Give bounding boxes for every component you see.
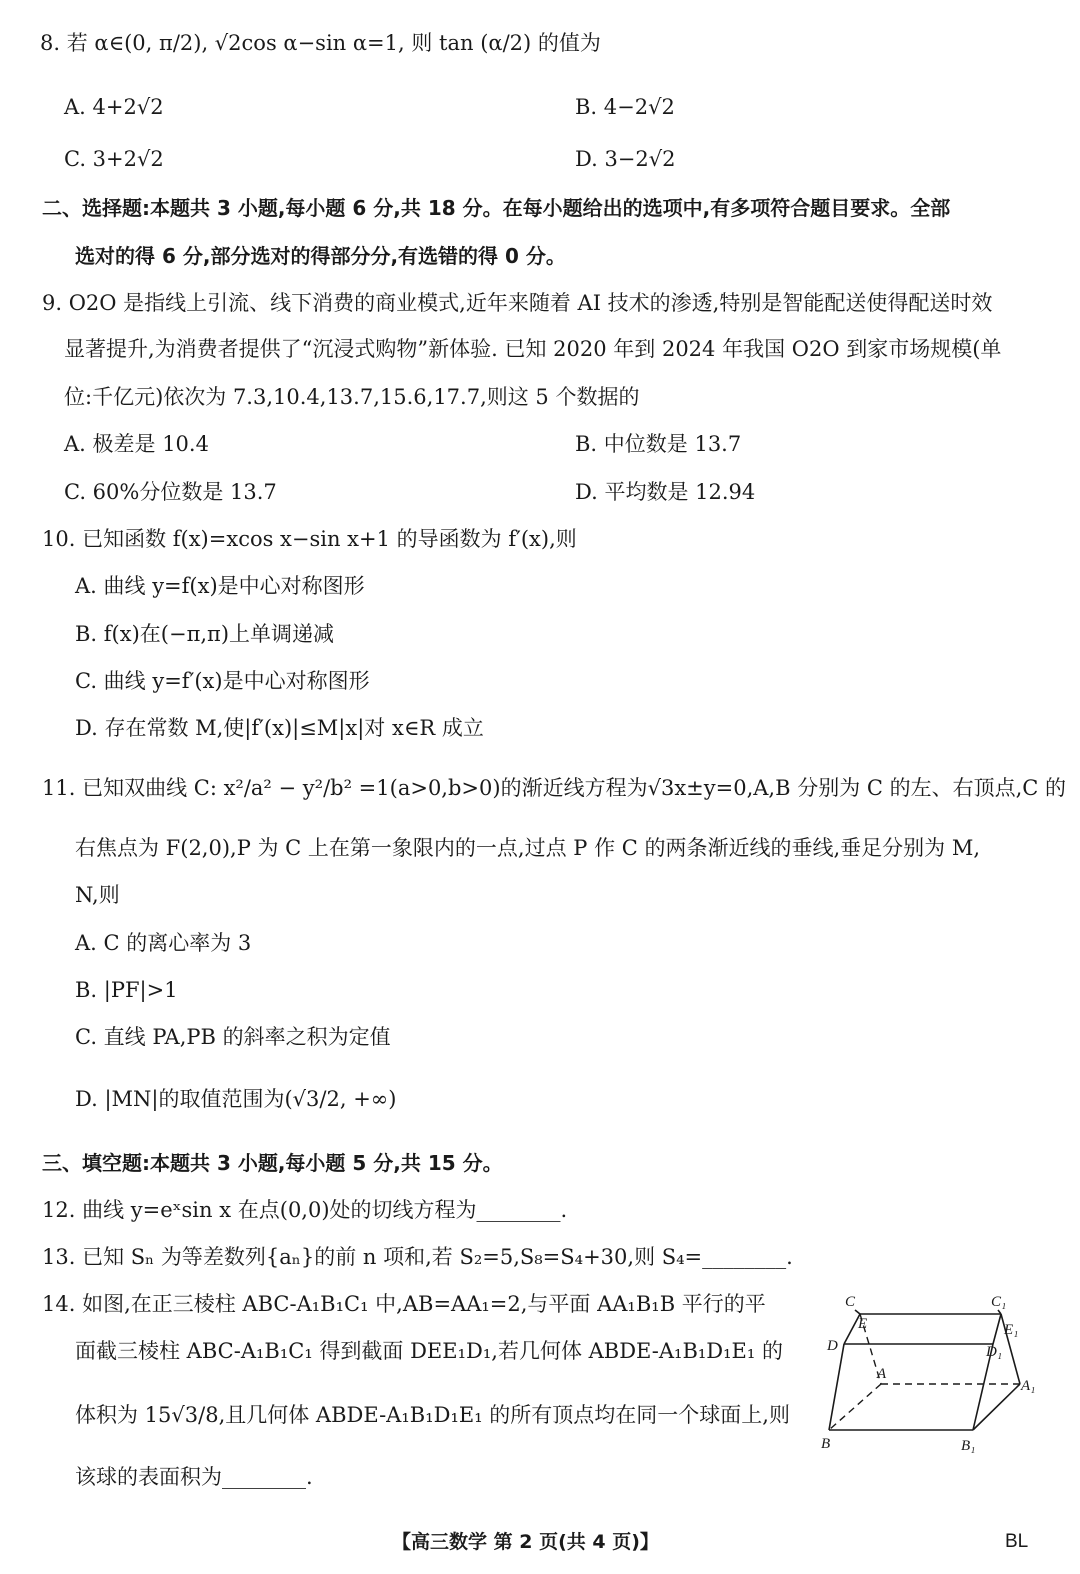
label-C: C (845, 1294, 856, 1310)
q14-line1: 14. 如图,在正三棱柱 ABC-A₁B₁C₁ 中,AB=AA₁=2,与平面 AA₁B₁B 平行的平 (42, 1292, 766, 1316)
section3-heading: 三、填空题:本题共 3 小题,每小题 5 分,共 15 分。 (42, 1151, 503, 1175)
q9-option-a: A. 极差是 10.4 (64, 432, 209, 456)
q14-line3: 体积为 15√3/8,且几何体 ABDE-A₁B₁D₁E₁ 的所有顶点均在同一个球面上,则 (75, 1403, 790, 1427)
q9-line3: 位:千亿元)依次为 7.3,10.4,13.7,15.6,17.7,则这 5 个数据的 (64, 385, 640, 409)
q8-option-b: B. 4−2√2 (575, 95, 675, 119)
q8-option-c: C. 3+2√2 (64, 147, 164, 171)
label-E1: E₁ (1004, 1322, 1019, 1338)
q14-line4: 该球的表面积为________. (75, 1465, 313, 1489)
edge-D-B (829, 1344, 844, 1430)
q11-option-b: B. |PF|>1 (75, 978, 178, 1002)
q12: 12. 曲线 y=eˣsin x 在点(0,0)处的切线方程为________. (42, 1198, 568, 1222)
label-B: B (821, 1436, 831, 1452)
label-A: A (877, 1366, 887, 1382)
prism-figure (815, 1290, 1045, 1460)
q11-line3: N,则 (75, 883, 120, 907)
q11-line1: 11. 已知双曲线 C: x²/a² − y²/b² =1(a>0,b>0)的渐近线方程为√3x±y=0,A,B 分别为 C 的左、右顶点,C 的 (42, 776, 1067, 800)
q10-stem: 10. 已知函数 f(x)=xcos x−sin x+1 的导函数为 f′(x),则 (42, 527, 577, 551)
q9-line1: 9. O2O 是指线上引流、线下消费的商业模式,近年来随着 AI 技术的渗透,特别是智能配送使得配送时效 (42, 291, 993, 315)
page-footer: 【高三数学 第 2 页(共 4 页)】 (392, 1531, 659, 1553)
q8-stem: 8. 若 α∈(0, π/2), √2cos α−sin α=1, 则 tan (α/2) 的值为 (40, 31, 601, 55)
q9-option-d: D. 平均数是 12.94 (575, 480, 756, 504)
label-B1: B₁ (961, 1438, 976, 1454)
q9-option-b: B. 中位数是 13.7 (575, 432, 742, 456)
section2-heading-line1: 二、选择题:本题共 3 小题,每小题 6 分,共 18 分。在每小题给出的选项中,有多项符合题目要求。全部 (42, 196, 951, 220)
q10-option-b: B. f(x)在(−π,π)上单调递减 (75, 622, 335, 646)
q9-option-c: C. 60%分位数是 13.7 (64, 480, 277, 504)
label-D1: D₁ (986, 1344, 1003, 1360)
q8-option-a: A. 4+2√2 (64, 95, 164, 119)
q11-option-a: A. C 的离心率为 3 (75, 931, 252, 955)
q9-line2: 显著提升,为消费者提供了“沉浸式购物”新体验. 已知 2020 年到 2024 年我国 O2O 到家市场规模(单 (64, 337, 1002, 361)
q11-option-c: C. 直线 PA,PB 的斜率之积为定值 (75, 1025, 391, 1049)
q11-line2: 右焦点为 F(2,0),P 为 C 上在第一象限内的一点,过点 P 作 C 的两条渐近线的垂线,垂足分别为 M, (75, 836, 981, 860)
edge-E1-D1 (993, 1314, 1001, 1344)
footer-code: BL (1005, 1531, 1029, 1552)
q8-option-d: D. 3−2√2 (575, 147, 676, 171)
label-C1: C₁ (991, 1294, 1007, 1310)
section2-heading-line2: 选对的得 6 分,部分选对的得部分分,有选错的得 0 分。 (75, 244, 566, 268)
edge-A-B-hidden (829, 1384, 881, 1430)
q10-option-c: C. 曲线 y=f′(x)是中心对称图形 (75, 669, 370, 693)
q11-option-d: D. |MN|的取值范围为(√3/2, +∞) (75, 1087, 397, 1111)
edge-A1-B1 (973, 1384, 1020, 1430)
label-E: E (858, 1316, 868, 1332)
label-A1: A₁ (1021, 1378, 1036, 1394)
q14-line2: 面截三棱柱 ABC-A₁B₁C₁ 得到截面 DEE₁D₁,若几何体 ABDE-A₁B₁D₁E₁ 的 (75, 1339, 783, 1363)
label-D: D (827, 1338, 838, 1354)
q10-option-a: A. 曲线 y=f(x)是中心对称图形 (75, 574, 365, 598)
q10-option-d: D. 存在常数 M,使|f′(x)|≤M|x|对 x∈R 成立 (75, 716, 484, 740)
q13: 13. 已知 Sₙ 为等差数列{aₙ}的前 n 项和,若 S₂=5,S₈=S₄+30,则 S₄=________. (42, 1245, 793, 1269)
edge-C-E-top (855, 1310, 860, 1314)
